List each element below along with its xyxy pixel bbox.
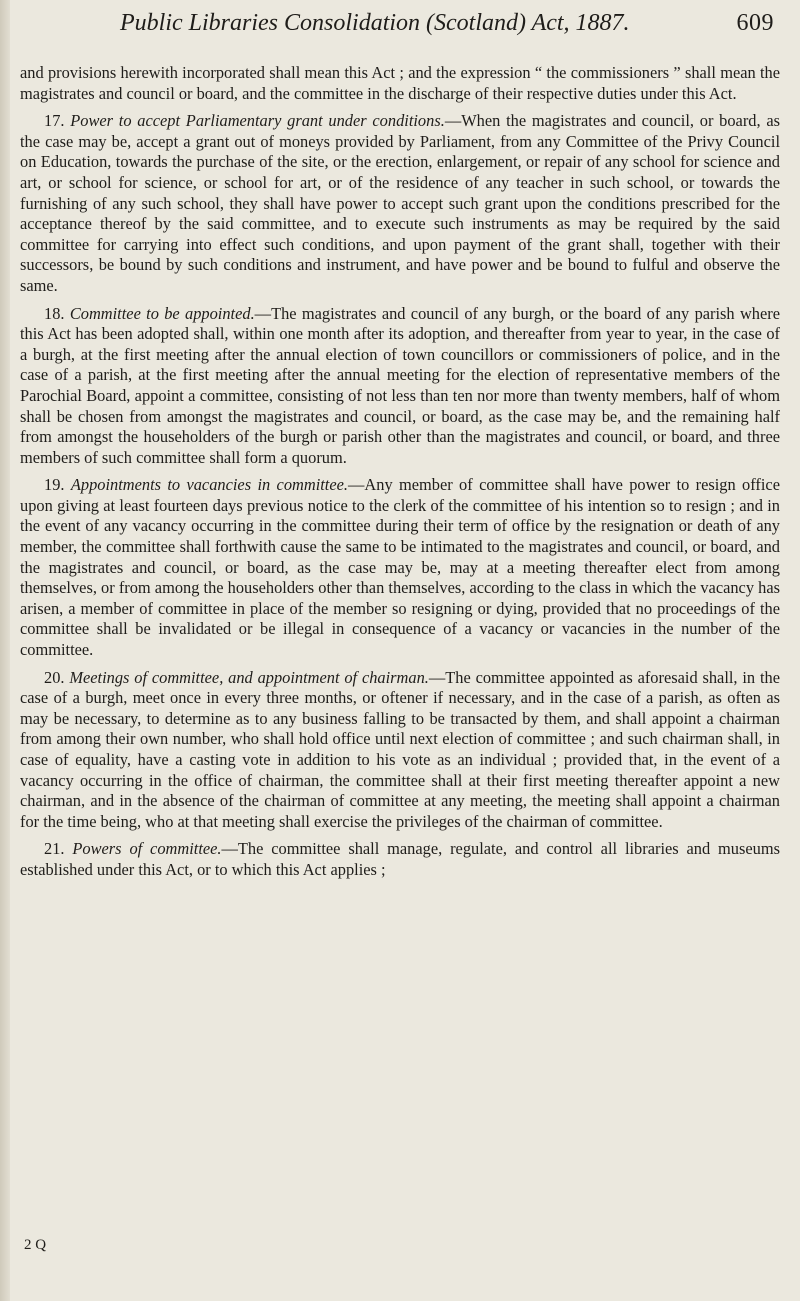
section-number: 17. [44,111,65,131]
section-title: Power to accept Parliamentary grant under conditions. [70,111,445,131]
section-text: —The magistrates and council of any burgh, or the board of any parish where this Act has been adopted shall, within one month after its adoption, and thereafter from year to year, in the case of a burgh, at the first meeting after the annual election of town councillors or commissioners of police, and in the case of a parish, at the first meeting after the annual meeting for the election of representative members of the Parochial Board, appoint a committee, consisting of not less than ten nor more than twenty members, half of whom shall be chosen from amongst the magistrates and council, or board, as the case may be, and the remaining half from amongst the householders of the burgh or parish other than the magistrates and council, or board, and three members of such committee shall form a quorum. [20,303,780,467]
section-title: Powers of committee. [72,839,222,859]
section-text: —The committee shall manage, regulate, and control all libraries and museums established under this Act, or to which this Act applies ; [20,839,780,879]
section-number: 21. [44,839,65,859]
page-body [20,63,780,881]
section-title: Appointments to vacancies in committee. [70,475,349,495]
page-gutter-shadow [0,0,10,1301]
page-header [60,10,774,50]
section-20 [20,668,780,833]
section-title: Committee to be appointed. [69,303,255,323]
section-title: Meetings of committee, and appointment of chairman. [69,667,429,687]
section-18 [20,304,780,469]
opening-paragraph: and provisions herewith incorporated shall mean this Act ; and the expression “ the commissioners ” shall mean the magistrates and council or board, and the committee in the discharge of their respective duties under this Act. [20,63,780,103]
section-text: —The committee appointed as aforesaid shall, in the case of a burgh, meet once in every three months, or oftener if necessary, and in the case of a parish, as often as may be necessary, to determine as to any business falling to be transacted by them, and shall appoint a chairman from among their own number, who shall hold office until next election of committee ; and such chairman shall, in case of equality, have a casting vote in addition to his vote as an individual ; provided that, in the event of a vacancy occurring in the office of chairman, the committee shall at their first meeting thereafter appoint a new chairman, and in the absence of the chairman of committee at any meeting, the meeting shall appoint a chairman for the time being, who at that meeting shall exercise the privileges of the chairman of committee. [20,667,780,831]
section-21 [20,839,780,880]
section-number: 18. [44,303,65,323]
section-19 [20,475,780,660]
section-number: 19. [44,475,65,495]
signature-mark: 2 Q [24,1237,47,1253]
running-title: Public Libraries Consolidation (Scotland) Act, 1887. [120,10,630,36]
page-number: 609 [736,10,774,36]
section-text: —When the magistrates and council, or board, as the case may be, accept a grant out of moneys provided by Parliament, from any Committee of the Privy Council on Education, towards the purchase of the site, or the erection, enlargement, or repair of any school for science and art, or school for science, or school for art, or of the residence of any teacher in such school, or towards the furnishing of any such school, they shall have power to accept such grant upon the conditions prescribed for the acceptance thereof by the said committee, and to execute such instruments as may be required by the said committee for carrying into effect such conditions, and upon payment of the grant shall, together with their successors, be bound by such conditions and instrument, and have power and be bound to fulful and observe the same. [20,111,780,295]
section-number: 20. [44,667,65,687]
section-17 [20,111,780,296]
section-text: —Any member of committee shall have power to resign office upon giving at least fourteen days previous notice to the clerk of the committee of his intention so to resign ; and in the event of any vacancy occurring in the committee during their term of office by the resignation or death of any member, the committee shall forthwith cause the same to be intimated to the magistrates and council, or board, and the magistrates and council, or board, as the case may be, may at a meeting thereafter elect from among themselves, or from among the householders other than themselves, according to the class in which the vacancy has arisen, a member of committee in place of the member so resigning or dying, provided that no proceedings of the committee shall be invalidated or be illegal in consequence of a vacancy or vacancies in the number of the committee. [20,475,780,660]
